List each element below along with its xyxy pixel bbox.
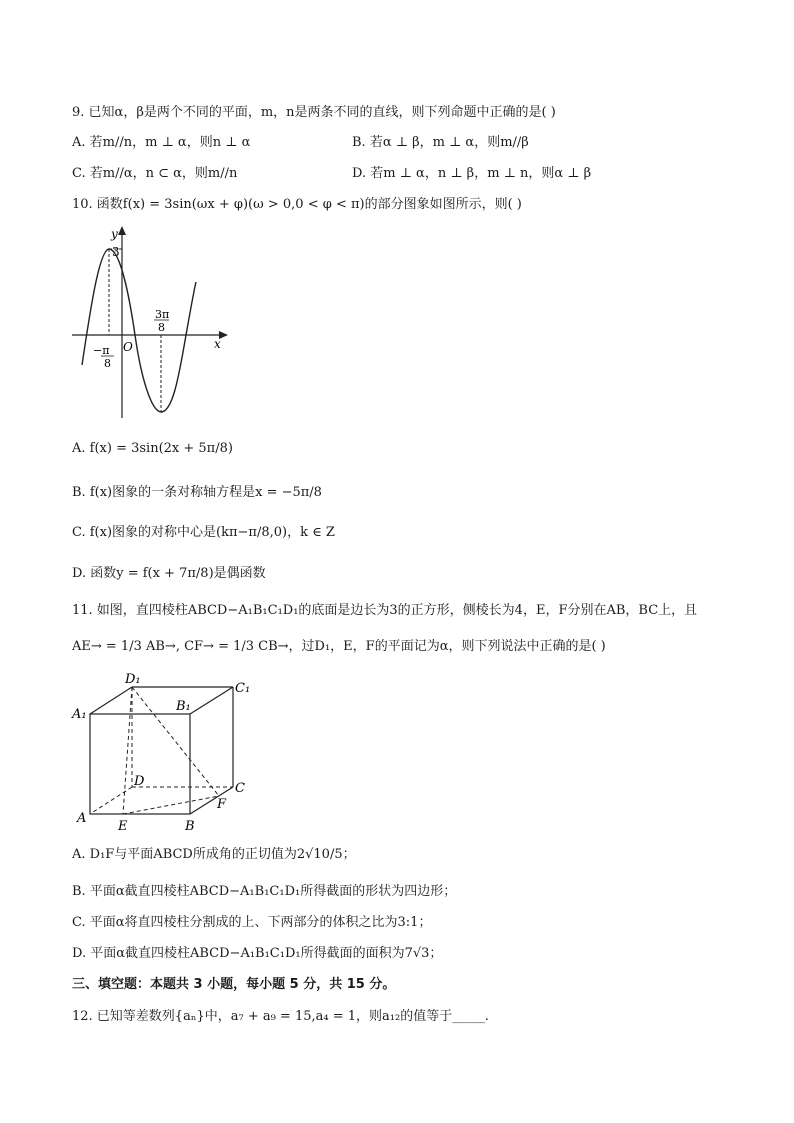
q9-option-d: D. 若m ⊥ α，n ⊥ β，m ⊥ n，则α ⊥ β (352, 166, 592, 181)
q9-option-c: C. 若m//α，n ⊂ α，则m//n (72, 166, 238, 181)
q10-sine-graph (66, 222, 236, 422)
svg-text:8: 8 (104, 357, 111, 370)
svg-text:8: 8 (158, 321, 165, 334)
q11-label-a: A (77, 811, 87, 826)
q11-option-d: D. 平面α截直四棱柱ABCD−A₁B₁C₁D₁所得截面的面积为7√3； (72, 946, 443, 961)
q10-option-c: C. f(x)图象的对称中心是(kπ−π/8,0)，k ∈ Z (72, 525, 335, 540)
q11-label-d1: D₁ (125, 672, 141, 687)
q10-y-label: y (111, 227, 118, 241)
q11-label-d: D (134, 774, 145, 789)
q10-option-b: B. f(x)图象的一条对称轴方程是x = −5π/8 (72, 485, 322, 500)
q10-x-left-label: −π (93, 344, 110, 357)
q12-stem: 12. 已知等差数列{aₙ}中，a₇ + a₉ = 15,a₄ = 1，则a₁₂的值等于_____. (72, 1009, 489, 1024)
q10-option-d: D. 函数y = f(x + 7π/8)是偶函数 (72, 566, 266, 581)
q11-option-b: B. 平面α截直四棱柱ABCD−A₁B₁C₁D₁所得截面的形状为四边形； (72, 884, 457, 899)
q11-label-b: B (185, 819, 195, 834)
q11-stem-line1: 11. 如图，直四棱柱ABCD−A₁B₁C₁D₁的底面是边长为3的正方形，侧棱长为4，E，F分别在AB，BC上，且 (72, 603, 698, 618)
q11-option-a: A. D₁F与平面ABCD所成角的正切值为2√10/5； (72, 847, 356, 862)
q11-label-f: F (217, 797, 227, 812)
q11-label-c1: C₁ (235, 681, 251, 696)
q9-stem: 9. 已知α，β是两个不同的平面，m，n是两条不同的直线，则下列命题中正确的是( ) (72, 105, 556, 120)
q11-label-a1: A₁ (72, 707, 87, 722)
q11-label-c: C (235, 781, 245, 796)
q10-x-label: x (214, 337, 221, 351)
section3-heading: 三、填空题：本题共 3 小题，每小题 5 分，共 15 分。 (72, 977, 396, 992)
q10-stem: 10. 函数f(x) = 3sin(ωx + φ)(ω > 0,0 < φ < π)的部分图象如图所示，则( ) (72, 197, 522, 212)
q10-y-max-label: 3 (112, 245, 120, 259)
q11-prism-figure (70, 672, 260, 837)
q11-label-e: E (118, 819, 128, 834)
q11-stem-line2: AE→ = 1/3 AB→, CF→ = 1/3 CB→，过D₁，E，F的平面记为α，则下列说法中正确的是( ) (72, 639, 606, 654)
q9-option-b: B. 若α ⊥ β，m ⊥ α，则m//β (352, 135, 529, 150)
q10-x-right-label: 3π (155, 308, 170, 321)
q10-option-a: A. f(x) = 3sin(2x + 5π/8) (72, 441, 233, 456)
q9-option-a: A. 若m//n，m ⊥ α，则n ⊥ α (72, 135, 251, 150)
q10-origin-label: O (123, 340, 133, 354)
q11-label-b1: B₁ (176, 699, 191, 714)
q11-option-c: C. 平面α将直四棱柱分割成的上、下两部分的体积之比为3:1； (72, 915, 432, 930)
